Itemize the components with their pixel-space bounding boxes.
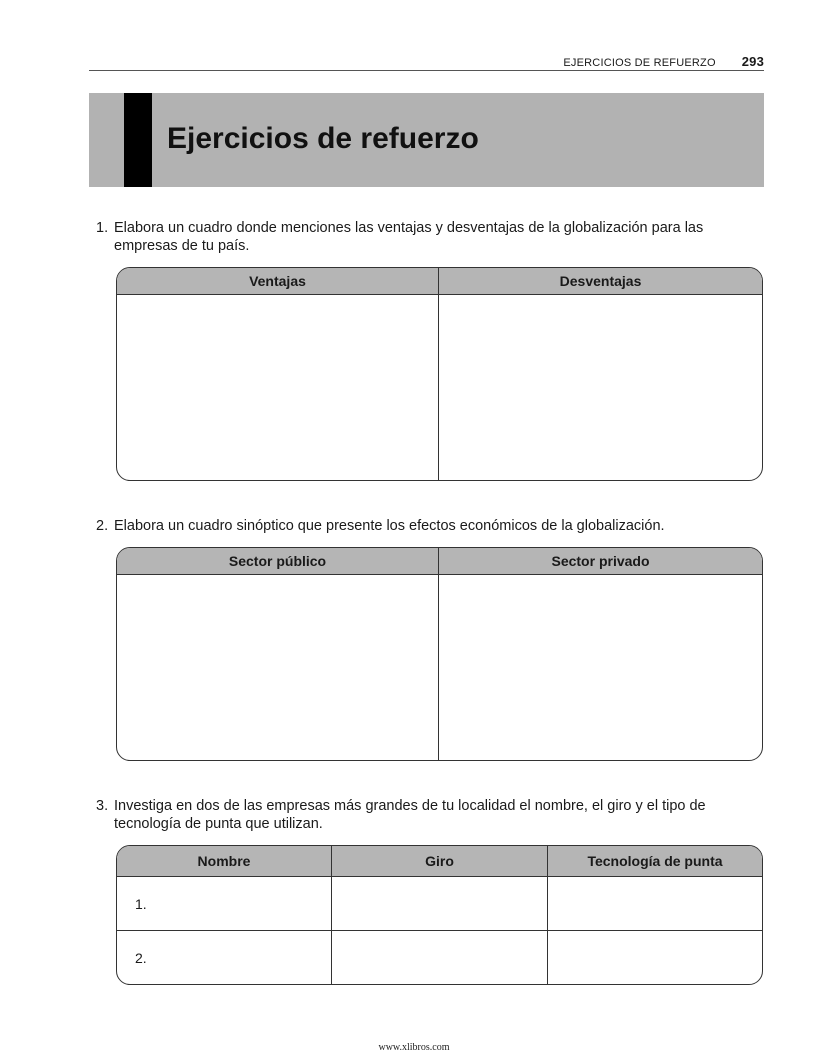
table-header: [117, 548, 762, 575]
column-header-desventajas: Desventajas: [438, 268, 762, 294]
question-number: 1.: [96, 220, 109, 236]
row-number-cell[interactable]: 2.: [135, 949, 147, 966]
table-header: [117, 846, 762, 877]
answer-cell-ventajas[interactable]: [117, 295, 438, 481]
answer-cell-giro[interactable]: [331, 877, 547, 930]
question-text: Investiga en dos de las empresas más grandes de tu localidad el nombre, el giro y el tipo de tecnología de punta que utilizan.: [114, 798, 706, 832]
table-row: [117, 877, 762, 930]
answer-cell-desventajas[interactable]: [438, 295, 762, 481]
table-header: [117, 268, 762, 295]
column-header-nombre: Nombre: [197, 853, 251, 869]
table-row: [117, 930, 762, 984]
header-rule: [89, 70, 764, 71]
question-2: [96, 517, 766, 535]
section-title: EJERCICIOS DE REFUERZO: [563, 57, 716, 69]
title-banner: [89, 93, 764, 187]
column-header-ventajas: Ventajas: [249, 273, 306, 289]
footer-watermark: www.xlibros.com: [378, 1042, 450, 1053]
answer-cell-tecnologia[interactable]: [547, 877, 762, 930]
question-number: 2.: [96, 518, 109, 534]
table-body: [117, 295, 762, 481]
table-body: [117, 575, 762, 761]
answer-cell-sector-publico[interactable]: [117, 575, 438, 761]
question-3: [96, 797, 766, 833]
table-rows: [117, 877, 762, 984]
question-1: [96, 219, 766, 255]
question-text: Elabora un cuadro donde menciones las ventajas y desventajas de la globalización para las empresas de tu país.: [114, 220, 704, 254]
answer-cell-tecnologia[interactable]: [547, 931, 762, 984]
column-header-sector-publico: Sector público: [228, 553, 327, 569]
table-sectores: [116, 547, 763, 761]
question-number: 3.: [96, 798, 109, 814]
question-text: Elabora un cuadro sinóptico que presente los efectos económicos de la globalización.: [114, 518, 665, 534]
answer-cell-giro[interactable]: [331, 931, 547, 984]
column-header-sector-privado: Sector privado: [438, 548, 762, 574]
page-title: Ejercicios de refuerzo: [167, 122, 479, 155]
table-empresas: [116, 845, 763, 985]
running-head: [563, 54, 764, 69]
column-header-giro: Giro: [331, 846, 547, 876]
answer-cell-sector-privado[interactable]: [438, 575, 762, 761]
table-ventajas-desventajas: [116, 267, 763, 481]
column-header-tecnologia: Tecnología de punta: [547, 846, 762, 876]
page-number: 293: [741, 54, 764, 69]
row-number-cell[interactable]: 1.: [135, 895, 147, 912]
banner-accent-bar: [124, 93, 152, 187]
